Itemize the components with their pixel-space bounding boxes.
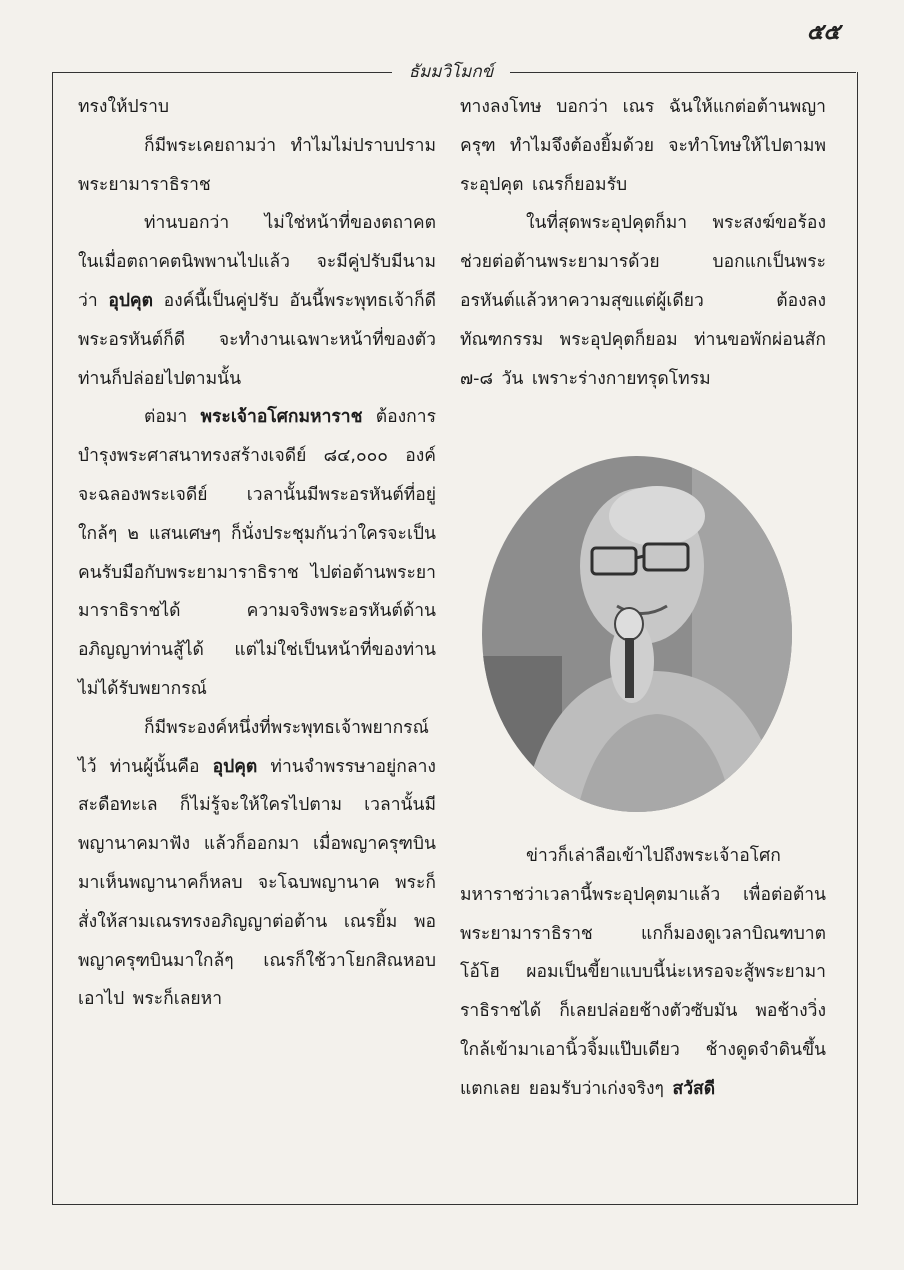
paragraph: ทางลงโทษ บอกว่า เณร ฉันให้แกต่อต้านพญาครุฑ ทำไมจึงต้องยิ้มด้วย จะทำโทษให้ไปตามพระอุปคุต เณรก็ยอมรับ	[460, 97, 826, 195]
bold-name: อุปคุต	[108, 290, 154, 311]
paragraph-text: ท่านบอกว่า ไม่ใช่หน้าที่ของตถาคต ในเมื่อตถาคตนิพพานไปแล้ว จะมีคู่ปรับมีนามว่า	[78, 213, 436, 311]
paragraph	[460, 837, 826, 1109]
paragraph: ก็มีพระเคยถามว่า ทำไมไม่ปราบปรามพระยามาราธิราช	[78, 135, 436, 195]
paragraph-text: ก็มีพระองค์หนึ่งที่พระพุทธเจ้าพยากรณ์ไว้ ท่านผู้นั้นคือ	[78, 717, 429, 777]
bold-closing: สวัสดี	[672, 1078, 716, 1099]
paragraph	[78, 204, 436, 398]
paragraph-text: ข่าวก็เล่าลือเข้าไปถึงพระเจ้าอโศกมหาราชว่าเวลานี้พระอุปคุตมาแล้ว เพื่อต่อต้านพระยามาราธิราช แกก็มองดูเวลาบิณฑบาต โอ้โฮ ผอมเป็นขี้ยาแบบนี้น่ะเหรอจะสู้พระยามาราธิราชได้ ก็เลยปล่อยช้างตัวซับมัน พอช้างวิ่งใกล้เข้ามาเอานิ้วจิ้มแป๊บเดียว ช้างดูดจำดินขึ้นแตกเลย ยอมรับว่าเก่งจริงๆ	[460, 846, 826, 1099]
paragraph-text: ต่อมา	[144, 407, 188, 428]
paragraph-text: ต้องการบำรุงพระศาสนาทรงสร้างเจดีย์ ๘๔,๐๐๐ องค์ จะฉลองพระเจดีย์ เวลานั้นมีพระอรหันต์ที่อยู่ใกล้ๆ ๒ แสนเศษๆ ก็นั่งประชุมกันว่าใครจะเป็นคนรับมือกับพระยามาราธิราช ไปต่อต้านพระยามาราธิราชได้ ความจริงพระอรหันต์ด้านอภิญญาท่านสู้ได้ แต่ไม่ใช่เป็นหน้าที่ของท่าน ไม่ได้รับพยากรณ์	[78, 407, 436, 699]
paragraph: ทรงให้ปราบ	[78, 97, 170, 117]
bold-name: อุปคุต	[212, 756, 258, 777]
page-number: ๕๕	[806, 20, 840, 45]
monk-photo	[482, 456, 792, 812]
running-title: ธัมมวิโมกข์	[408, 62, 494, 82]
paragraph	[78, 398, 436, 708]
right-column-bottom	[460, 837, 826, 1109]
paragraph-text: ท่านจำพรรษาอยู่กลางสะดือทะเล ก็ไม่รู้จะให้ใครไปตาม เวลานั้นมีพญานาคมาฟัง แล้วก็ออกมา เมื่อพญาครุฑบินมาเห็นพญานาคก็หลบ จะโฉบพญานาค พระก็สั่งให้สามเณรทรงอภิญญาต่อต้าน เณรยิ้ม พอพญาครุฑบินมาใกล้ๆ เณรก็ใช้วาโยกสิณหอบเอาไป พระก็เลยหา	[78, 756, 436, 1010]
paragraph: ในที่สุดพระอุปคุตก็มา พระสงฆ์ขอร้องช่วยต่อต้านพระยามารด้วย บอกแกเป็นพระอรหันต์แล้วหาความสุขแต่ผู้เดียว ต้องลงทัณฑกรรม พระอุปคุตก็ยอม ท่านขอพักผ่อนสัก ๗-๘ วัน เพราะร่างกายทรุดโทรม	[460, 213, 826, 389]
left-column	[78, 88, 436, 1019]
paragraph	[78, 709, 436, 1019]
monk-photo-illustration	[482, 456, 792, 812]
bold-name: พระเจ้าอโศกมหาราช	[200, 407, 363, 428]
paragraph-text: องค์นี้เป็นคู่ปรับ อันนี้พระพุทธเจ้าก็ดี พระอรหันต์ก็ดี จะทำงานเฉพาะหน้าที่ของตัว ท่านก็ปล่อยไปตามนั้น	[78, 290, 436, 389]
right-column-top	[460, 88, 826, 398]
